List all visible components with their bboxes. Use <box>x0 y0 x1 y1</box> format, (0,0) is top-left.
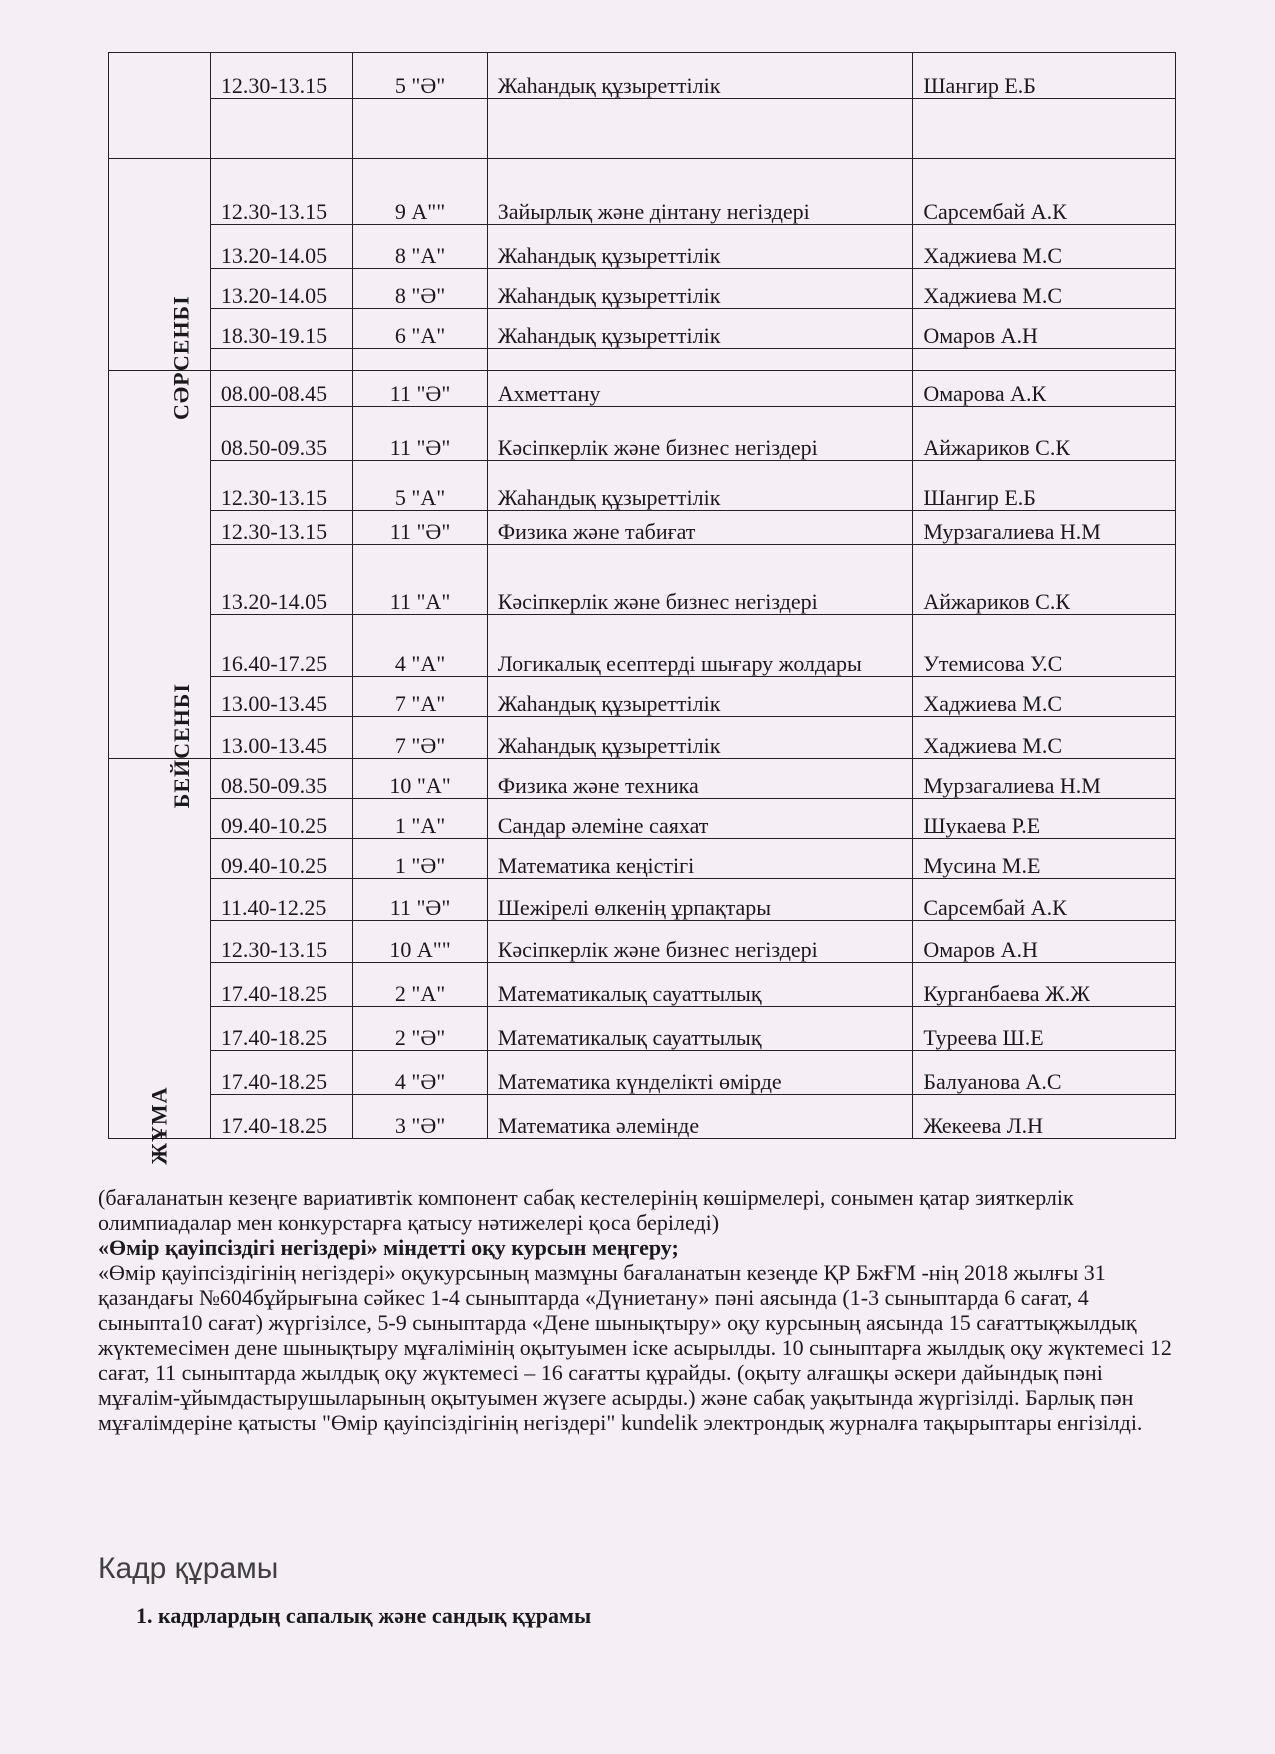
schedule-body <box>109 53 1176 1165</box>
time-cell: 13.00-13.45 <box>210 717 353 759</box>
subject-cell: Физика және техника <box>487 759 913 799</box>
time-cell: 12.30-13.15 <box>210 159 353 225</box>
subject-cell: Жаһандық құзыреттілік <box>487 53 913 99</box>
teacher-cell: Айжариков С.К <box>913 545 1176 615</box>
teacher-cell: Балуанова А.С <box>913 1051 1176 1095</box>
time-cell: 17.40-18.25 <box>210 1007 353 1051</box>
time-cell: 12.30-13.15 <box>210 921 353 963</box>
teacher-cell: Хаджиева М.С <box>913 225 1176 269</box>
time-cell: 17.40-18.25 <box>210 1051 353 1095</box>
teacher-cell: Омарова А.К <box>913 371 1176 407</box>
subject-cell: Кәсіпкерлік және бизнес негіздері <box>487 545 913 615</box>
table-row <box>109 717 1176 759</box>
class-cell: 5 "А" <box>353 461 487 511</box>
table-row <box>109 1051 1176 1095</box>
class-cell: 5 "Ә" <box>353 53 487 99</box>
class-cell: 9 А"" <box>353 159 487 225</box>
subject-cell: Жаһандық құзыреттілік <box>487 309 913 349</box>
table-row <box>109 407 1176 461</box>
time-cell: 13.20-14.05 <box>210 269 353 309</box>
table-row <box>109 461 1176 511</box>
class-cell: 10 А"" <box>353 921 487 963</box>
subject-cell: Шежірелі өлкенің ұрпақтары <box>487 879 913 921</box>
teacher-cell: Омаров А.Н <box>913 309 1176 349</box>
subject-cell: Математика күнделікті өмірде <box>487 1051 913 1095</box>
subject-cell: Кәсіпкерлік және бизнес негіздері <box>487 407 913 461</box>
table-row <box>109 963 1176 1007</box>
time-cell <box>210 349 353 371</box>
note-paren: (бағаланатын кезеңге вариативтік компонент сабақ кестелерінің көшірмелері, сонымен қатар зияткерлік олимпиадалар мен конкурстарға қатысу нәтижелері қоса беріледі) <box>98 1185 1074 1235</box>
subject-cell: Жаһандық құзыреттілік <box>487 461 913 511</box>
day-cell <box>109 159 211 420</box>
table-row <box>109 1007 1176 1051</box>
teacher-cell <box>913 99 1176 159</box>
day-label: СӘРСЕНБІ <box>168 295 194 420</box>
time-cell: 16.40-17.25 <box>210 615 353 677</box>
subject-cell: Жаһандық құзыреттілік <box>487 677 913 717</box>
day-cell <box>109 53 211 159</box>
time-cell: 09.40-10.25 <box>210 799 353 839</box>
table-row <box>109 99 1176 159</box>
teacher-cell: Утемисова У.С <box>913 615 1176 677</box>
subject-cell: Ахметтану <box>487 371 913 407</box>
class-cell: 11 "Ә" <box>353 879 487 921</box>
time-cell: 12.30-13.15 <box>210 53 353 99</box>
subject-cell: Математикалық сауаттылық <box>487 963 913 1007</box>
class-cell: 8 "А" <box>353 225 487 269</box>
class-cell: 2 "А" <box>353 963 487 1007</box>
subject-cell: Кәсіпкерлік және бизнес негіздері <box>487 921 913 963</box>
subject-cell: Зайырлық және дінтану негіздері <box>487 159 913 225</box>
time-cell: 13.20-14.05 <box>210 225 353 269</box>
kadr-title: Кадр құрамы <box>98 1552 279 1585</box>
class-cell: 2 "Ә" <box>353 1007 487 1051</box>
table-row <box>109 371 1176 407</box>
teacher-cell: Шукаева Р.Е <box>913 799 1176 839</box>
table-row <box>109 677 1176 717</box>
safety-paragraph: «Өмір қауіпсіздігінің негіздері» оқукурсының мазмұны бағаланатын кезеңде ҚР БжҒМ -нің 2018 жылғы 31 қазандағы №604бұйрығына сәйкес 1-4 сыныптарда «Дүниетану» пәні аясында (1-3 сыныптарда 6 сағат, 4 сыныпта10 сағат) жүргізілсе, 5-9 сыныптарда «Дене шынықтыру» оқу курсының аясында 15 сағаттықжылдық жүктемесімен дене шынықтыру мұғалімінің оқытуымен іске асырылды. 10 сыныптарға жылдық оқу жүктемесі 12 сағат, 11 сыныптарда жылдық оқу жүктемесі – 16 сағатты құрайды. (оқыту алғашқы әскери дайындық пәні мұғалім-ұйымдастырушыларының оқытуымен жүзеге асырды.) және сабақ уақытында жүргізілді. Барлық пән мұғалімдеріне қатысты "Өмір қауіпсіздігінің негіздері" kundelik электрондық журналға тақырыптары енгізілді. <box>98 1260 1172 1435</box>
teacher-cell: Омаров А.Н <box>913 921 1176 963</box>
teacher-cell: Туреева Ш.Е <box>913 1007 1176 1051</box>
teacher-cell: Мурзагалиева Н.М <box>913 759 1176 799</box>
subject-cell: Логикалық есептерді шығару жолдары <box>487 615 913 677</box>
teacher-cell: Сарсембай А.К <box>913 879 1176 921</box>
class-cell: 7 "Ә" <box>353 717 487 759</box>
subject-cell <box>487 349 913 371</box>
table-row <box>109 545 1176 615</box>
class-cell: 1 "Ә" <box>353 839 487 879</box>
time-cell: 09.40-10.25 <box>210 839 353 879</box>
teacher-cell <box>913 349 1176 371</box>
class-cell <box>353 349 487 371</box>
class-cell: 6 "А" <box>353 309 487 349</box>
subject-cell: Жаһандық құзыреттілік <box>487 269 913 309</box>
time-cell <box>210 99 353 159</box>
table-row <box>109 225 1176 269</box>
class-cell: 3 "Ә" <box>353 1095 487 1139</box>
class-cell: 8 "Ә" <box>353 269 487 309</box>
table-row <box>109 511 1176 545</box>
teacher-cell: Шангир Е.Б <box>913 53 1176 99</box>
table-row <box>109 839 1176 879</box>
teacher-cell: Шангир Е.Б <box>913 461 1176 511</box>
table-row <box>109 269 1176 309</box>
table-row <box>109 879 1176 921</box>
time-cell: 08.50-09.35 <box>210 759 353 799</box>
teacher-cell: Хаджиева М.С <box>913 717 1176 759</box>
time-cell: 12.30-13.15 <box>210 511 353 545</box>
class-cell <box>353 99 487 159</box>
day-label: БЕЙСЕНБІ <box>168 682 194 808</box>
subject-cell: Жаһандық құзыреттілік <box>487 225 913 269</box>
class-cell: 7 "А" <box>353 677 487 717</box>
class-cell: 4 "Ә" <box>353 1051 487 1095</box>
time-cell: 08.50-09.35 <box>210 407 353 461</box>
teacher-cell: Сарсембай А.К <box>913 159 1176 225</box>
table-row <box>109 159 1176 225</box>
time-cell: 17.40-18.25 <box>210 1095 353 1139</box>
class-cell: 11 "Ә" <box>353 371 487 407</box>
subject-cell: Жаһандық құзыреттілік <box>487 717 913 759</box>
teacher-cell: Мурзагалиева Н.М <box>913 511 1176 545</box>
class-cell: 1 "А" <box>353 799 487 839</box>
table-row <box>109 921 1176 963</box>
table-row <box>109 349 1176 371</box>
class-cell: 11 "Ә" <box>353 407 487 461</box>
day-cell <box>109 371 211 808</box>
time-cell: 11.40-12.25 <box>210 879 353 921</box>
class-cell: 4 "А" <box>353 615 487 677</box>
table-row <box>109 309 1176 349</box>
teacher-cell: Хаджиева М.С <box>913 269 1176 309</box>
schedule-table <box>108 52 1176 1165</box>
time-cell: 18.30-19.15 <box>210 309 353 349</box>
class-cell: 11 "Ә" <box>353 511 487 545</box>
subject-cell: Математика кеңістігі <box>487 839 913 879</box>
class-cell: 10 "А" <box>353 759 487 799</box>
table-row <box>109 1095 1176 1139</box>
teacher-cell: Мусина М.Е <box>913 839 1176 879</box>
class-cell: 11 "А" <box>353 545 487 615</box>
teacher-cell: Айжариков С.К <box>913 407 1176 461</box>
teacher-cell: Жекеева Л.Н <box>913 1095 1176 1139</box>
time-cell: 08.00-08.45 <box>210 371 353 407</box>
table-row <box>109 615 1176 677</box>
kadr-subheading: 1. кадрлардың сапалық және сандық құрамы <box>136 1603 592 1628</box>
day-cell <box>109 759 211 1165</box>
subject-cell: Физика және табиғат <box>487 511 913 545</box>
table-row <box>109 53 1176 99</box>
time-cell: 13.00-13.45 <box>210 677 353 717</box>
safety-heading: «Өмір қауіпсіздігі негіздері» міндетті оқу курсын меңгеру; <box>98 1235 679 1260</box>
teacher-cell: Курганбаева Ж.Ж <box>913 963 1176 1007</box>
subject-cell: Математика әлемінде <box>487 1095 913 1139</box>
subject-cell <box>487 99 913 159</box>
day-label: ЖҰМА <box>146 1086 172 1165</box>
table-row <box>109 799 1176 839</box>
time-cell: 12.30-13.15 <box>210 461 353 511</box>
time-cell: 13.20-14.05 <box>210 545 353 615</box>
subject-cell: Математикалық сауаттылық <box>487 1007 913 1051</box>
table-row <box>109 759 1176 799</box>
time-cell: 17.40-18.25 <box>210 963 353 1007</box>
notes-section <box>98 1185 1178 1435</box>
teacher-cell: Хаджиева М.С <box>913 677 1176 717</box>
subject-cell: Сандар әлеміне саяхат <box>487 799 913 839</box>
